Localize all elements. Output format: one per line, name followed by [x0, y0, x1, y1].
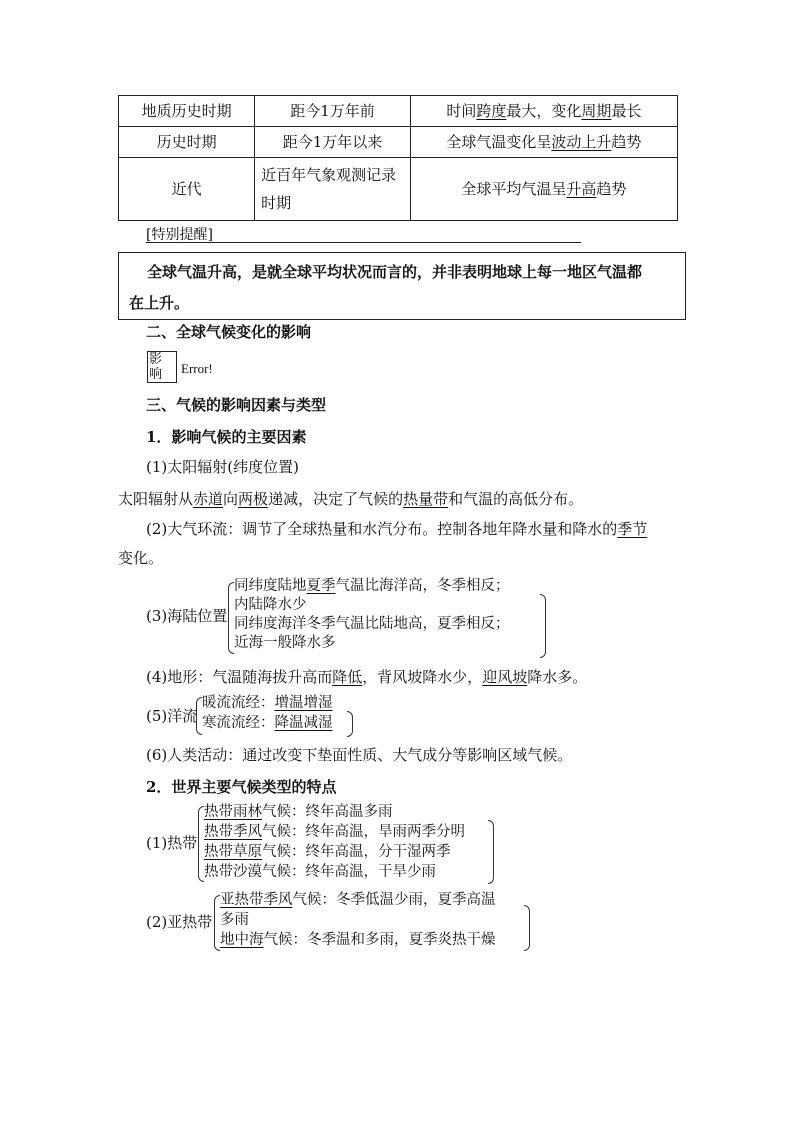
- table-row: [119, 127, 678, 158]
- underlined-text: 降温减湿: [274, 715, 333, 731]
- text: 太阳辐射从: [118, 490, 194, 508]
- text: 时期: [261, 194, 292, 212]
- item3-detail: [234, 577, 510, 653]
- underlined-text: 热带草原: [204, 844, 262, 860]
- underlined-text: 增温增湿: [274, 695, 333, 711]
- text-line: [202, 713, 333, 733]
- text: 降水多。: [527, 668, 588, 686]
- underlined-text: 地中海: [220, 932, 264, 948]
- underlined-text: 季节: [617, 520, 648, 538]
- text: 趋势: [611, 132, 642, 151]
- item5-detail: [202, 693, 333, 733]
- text: 同纬度陆地: [234, 578, 307, 594]
- period-cell: 地质历史时期: [119, 96, 255, 127]
- underlined-text: 热带季风: [204, 824, 262, 840]
- item2-text: [146, 519, 647, 539]
- section3-title: 三、气候的影响因素与类型: [146, 396, 327, 414]
- item1-text: [118, 489, 583, 509]
- text: ，背风坡降水少，: [362, 668, 483, 686]
- text: 气候：终年高温，分干湿两季: [262, 844, 451, 860]
- underlined-text: 热带雨林: [204, 804, 262, 820]
- time-cell: 距今1万年以来: [255, 127, 411, 158]
- underlined-text: 热量带: [403, 490, 449, 508]
- time-cell: [255, 158, 411, 221]
- right-brace: [540, 594, 546, 658]
- underlined-text: 迎风坡: [482, 668, 528, 686]
- text: 气候：冬季低温少雨，夏季高温: [292, 892, 496, 908]
- text: 全球气温变化呈: [446, 132, 552, 151]
- underlined-text: 升高: [566, 179, 597, 198]
- text: 气温比海洋高，冬季相反；: [335, 578, 510, 594]
- item6-text: (6)人类活动：通过改变下垫面性质、大气成分等影响区域气候。: [146, 746, 573, 764]
- box-char: 响: [149, 367, 163, 382]
- period-cell: 历史时期: [119, 127, 255, 158]
- text: 热带沙漠气候：终年高温，干旱少雨: [204, 864, 436, 880]
- text: 递减，决定了气候的: [268, 490, 404, 508]
- tip-heading: [特别提醒]: [146, 227, 213, 243]
- text: 暖流流经：: [202, 695, 275, 711]
- list-item: [220, 890, 496, 910]
- text-line: [234, 577, 510, 596]
- tropical-label: (1)热带: [146, 834, 198, 852]
- text: 和气温的高低分布。: [448, 490, 584, 508]
- tip-divider: [146, 242, 581, 243]
- right-brace: [347, 711, 353, 737]
- list-item: [204, 862, 465, 882]
- list-item: [204, 802, 465, 822]
- text: 趋势: [596, 179, 627, 198]
- subtropical-label: (2)亚热带: [146, 913, 213, 931]
- subsection-2-title: 2．世界主要气候类型的特点: [146, 778, 337, 796]
- list-item: [220, 930, 496, 950]
- text: 时间: [446, 101, 477, 120]
- text-line: 近海一般降水多: [234, 635, 336, 651]
- text: (4)地形：气温随海拔升高而: [146, 668, 333, 686]
- tip-line-2: 在上升。: [129, 294, 190, 312]
- text: 近百年气象观测记录: [261, 166, 397, 184]
- underlined-text: 夏季: [306, 578, 336, 594]
- underlined-text: 亚热带季风: [220, 892, 293, 908]
- time-cell: 距今1万年前: [255, 96, 411, 127]
- section2-title: 二、全球气候变化的影响: [146, 323, 312, 341]
- feature-cell: [410, 127, 677, 158]
- right-brace: [488, 820, 494, 884]
- item4-text: [146, 667, 587, 687]
- tip-box: [118, 252, 686, 320]
- text-line: [202, 693, 333, 713]
- subtropical-list: [220, 890, 496, 950]
- text: (2)大气环流：调节了全球热量和水汽分布。控制各地年降水量和降水的: [146, 520, 618, 538]
- text: 气候：冬季温和多雨，夏季炎热干燥: [263, 932, 496, 948]
- text-line: 内陆降水少: [234, 597, 307, 613]
- climate-history-table: [118, 95, 678, 221]
- underlined-text: 波动上升: [551, 132, 612, 151]
- right-brace: [524, 905, 530, 951]
- text: 向: [223, 490, 239, 508]
- list-item: [204, 842, 465, 862]
- text: 寒流流经：: [202, 715, 275, 731]
- box-char: 影: [149, 352, 163, 367]
- item1-title: (1)太阳辐射(纬度位置): [146, 458, 299, 476]
- subsection-1-title: 1．影响气候的主要因素: [146, 428, 307, 446]
- list-item: [204, 822, 465, 842]
- text: 全球平均气温呈: [461, 179, 567, 198]
- influence-box: [147, 351, 177, 383]
- text: 气候：终年高温，旱雨两季分明: [262, 824, 465, 840]
- underlined-text: 跨度: [476, 101, 507, 120]
- tip-line-1: 全球气温升高，是就全球平均状况而言的，并非表明地球上每一地区气温都: [147, 263, 643, 281]
- table-row: [119, 96, 678, 127]
- tropical-list: [204, 802, 465, 882]
- text-line: 同纬度海洋冬季气温比陆地高，夏季相反；: [234, 616, 510, 632]
- table-row: [119, 158, 678, 221]
- feature-cell: [410, 96, 677, 127]
- underlined-text: 赤道: [193, 490, 224, 508]
- underlined-text: 两极: [238, 490, 269, 508]
- text-line: 多雨: [220, 912, 249, 928]
- item3-label: (3)海陆位置: [146, 607, 228, 625]
- text: 最大，变化: [506, 101, 582, 120]
- feature-cell: [410, 158, 677, 221]
- item5-label: (5)洋流: [146, 707, 198, 725]
- text: 最长: [611, 101, 642, 120]
- error-text: Error!: [181, 361, 213, 376]
- text: 气候：终年高温多雨: [262, 804, 393, 820]
- underlined-text: 降低: [332, 668, 363, 686]
- item2-text-line2: 变化。: [118, 549, 164, 567]
- period-cell: 近代: [119, 158, 255, 221]
- underlined-text: 周期: [581, 101, 612, 120]
